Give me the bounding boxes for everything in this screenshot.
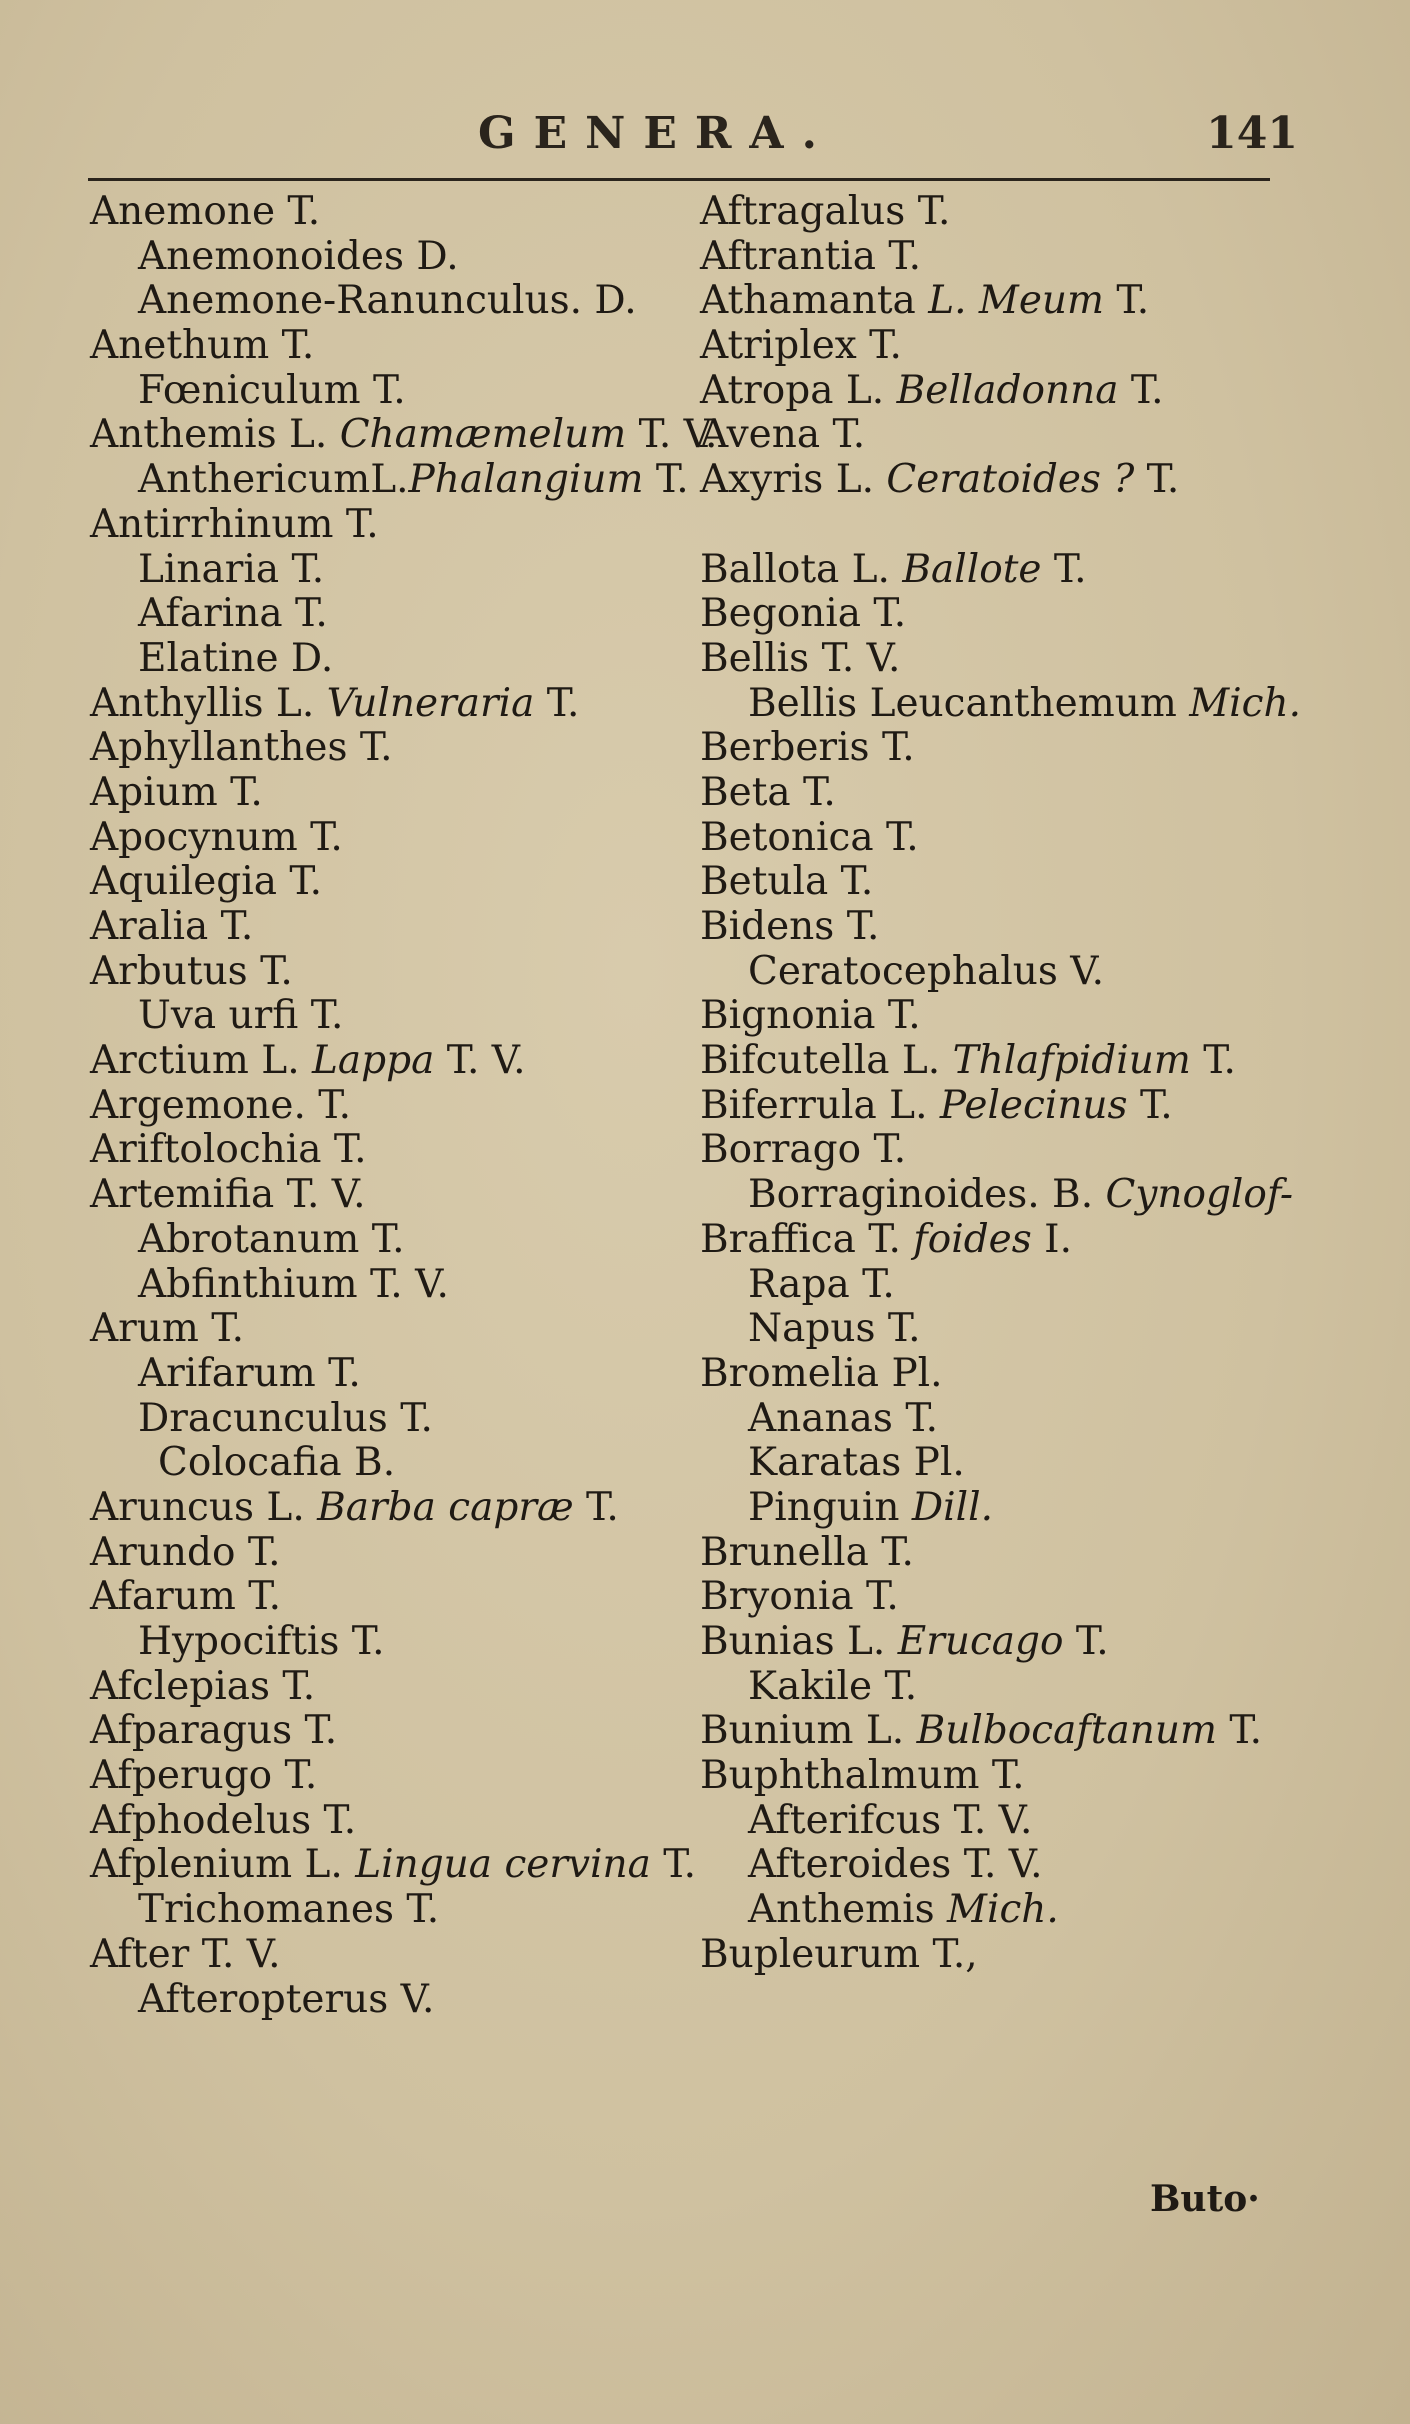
genus-entry xyxy=(90,726,710,771)
genus-entry xyxy=(700,1263,1340,1308)
entry-text: Athamanta xyxy=(700,278,929,324)
entry-text: T. V. xyxy=(626,412,718,458)
italic-synonym: Mich. xyxy=(947,1887,1059,1933)
genus-entry xyxy=(700,1352,1340,1397)
entry-text: Anemonoides D. xyxy=(138,233,459,279)
entry-text: Colocafia B. xyxy=(158,1440,396,1486)
genus-entry xyxy=(90,412,718,458)
italic-synonym: Lingua cervina xyxy=(355,1842,651,1888)
entry-text: AnthericumL. xyxy=(138,457,409,503)
genus-entry xyxy=(700,816,1340,861)
genus-entry xyxy=(700,1575,1340,1620)
genus-entry xyxy=(90,1084,710,1129)
entry-text: Hypociftis T. xyxy=(138,1619,385,1664)
genus-entry xyxy=(700,1709,1340,1754)
entry-text: Aralia T. xyxy=(90,904,254,949)
genus-entry xyxy=(700,1799,1340,1844)
entry-text: Afphodelus T. xyxy=(90,1797,357,1843)
genus-entry xyxy=(700,592,1340,637)
entry-text: Pinguin xyxy=(748,1484,912,1530)
genus-entry xyxy=(90,1486,710,1531)
entry-text: Afperugo T. xyxy=(90,1753,318,1799)
entry-text: Abrotanum T. xyxy=(138,1216,405,1262)
entry-text: Bunias L. xyxy=(700,1619,898,1664)
genus-entry xyxy=(700,950,1340,995)
genus-entry xyxy=(700,1173,1340,1218)
entry-text: Rapa T. xyxy=(748,1261,895,1307)
entry-text: Artemifia T. V. xyxy=(90,1172,366,1218)
genus-entry xyxy=(90,190,710,235)
genus-entry xyxy=(700,1039,1340,1084)
italic-synonym: Bulbocaftanum xyxy=(916,1708,1217,1754)
entry-text: Bignonia T. xyxy=(700,993,921,1039)
genus-entry xyxy=(700,1531,1340,1576)
entry-text: Anthemis L. xyxy=(90,412,340,458)
genus-entry xyxy=(700,324,1340,369)
entry-text: Borrago T. xyxy=(700,1127,907,1173)
entry-text: Elatine D. xyxy=(138,635,334,681)
entry-text: T. xyxy=(1118,367,1164,413)
genus-entry xyxy=(90,503,710,548)
genus-entry xyxy=(700,1754,1340,1799)
genus-entry xyxy=(700,279,1340,324)
entry-text: Anthemis xyxy=(748,1887,948,1933)
entry-text: Anemone T. xyxy=(90,189,321,234)
entry-text: Abfinthium T. V. xyxy=(138,1261,449,1307)
italic-synonym: Thlafpidium xyxy=(952,1038,1191,1084)
genus-entry xyxy=(90,1843,710,1888)
entry-text: Argemone. T. xyxy=(90,1082,351,1128)
genus-entry xyxy=(90,816,710,861)
genus-entry xyxy=(90,1173,710,1218)
entry-text: Betonica T. xyxy=(700,814,919,860)
entry-text: Aquilegia T. xyxy=(90,859,323,905)
entry-text: Afarina T. xyxy=(138,591,328,637)
entry-text: Karatas Pl. xyxy=(748,1440,965,1486)
genus-entry xyxy=(700,1933,1340,1978)
genus-entry xyxy=(90,1888,710,1933)
entry-text: Braffica T. xyxy=(700,1216,901,1262)
genus-entry xyxy=(90,1039,710,1084)
genus-entry xyxy=(700,1397,1340,1442)
genus-entry xyxy=(90,1754,710,1799)
entry-text: Ariftolochia T. xyxy=(90,1127,367,1173)
genus-entry xyxy=(700,905,1340,950)
entry-text: T. xyxy=(573,1484,619,1530)
genus-entry xyxy=(90,1352,710,1397)
entry-text: Ceratocephalus V. xyxy=(748,948,1104,994)
genus-entry xyxy=(700,1665,1340,1710)
entry-text: Afarum T. xyxy=(90,1574,281,1620)
genus-entry xyxy=(90,235,710,280)
genus-entry xyxy=(90,1218,710,1263)
italic-synonym: Pelecinus xyxy=(939,1082,1128,1128)
genus-entry xyxy=(700,1307,1340,1352)
entry-text: Axyris L. xyxy=(700,457,887,503)
genus-entry xyxy=(90,994,710,1039)
section-gap xyxy=(700,503,1340,548)
genus-entry xyxy=(90,1709,710,1754)
genus-entry xyxy=(90,369,710,414)
genus-entry xyxy=(700,1218,1340,1263)
entry-text: Anethum T. xyxy=(90,323,315,369)
genus-entry xyxy=(90,950,710,995)
italic-synonym: Lappa xyxy=(311,1038,435,1084)
genus-entry xyxy=(90,1441,710,1486)
italic-synonym: Ceratoides ? xyxy=(886,457,1135,503)
page-number: 141 xyxy=(1206,108,1298,159)
entry-text: Afterifcus T. V. xyxy=(748,1797,1033,1843)
page-header xyxy=(0,108,1410,168)
entry-text: Bryonia T. xyxy=(700,1574,899,1620)
genus-entry xyxy=(700,771,1340,816)
italic-synonym: Mich. xyxy=(1189,680,1301,726)
genus-entry xyxy=(90,905,710,950)
genus-entry xyxy=(700,1843,1340,1888)
genus-entry xyxy=(90,1620,710,1665)
italic-synonym: Vulneraria xyxy=(326,680,535,726)
italic-synonym: L. Meum xyxy=(928,278,1105,324)
entry-text: Uva urfi T. xyxy=(138,993,344,1039)
genus-entry xyxy=(90,279,710,324)
entry-text: Napus T. xyxy=(748,1306,921,1352)
entry-text: Aftrantia T. xyxy=(700,233,922,279)
left-column xyxy=(90,189,718,2022)
entry-text: Borraginoides. B. xyxy=(748,1172,1106,1218)
entry-text: After T. V. xyxy=(90,1931,281,1977)
entry-text: T. xyxy=(534,680,580,726)
italic-synonym: Erucago xyxy=(897,1619,1064,1664)
entry-text: Bifcutella L. xyxy=(700,1038,953,1084)
genus-entry xyxy=(700,860,1340,905)
genus-entry xyxy=(700,1486,1340,1531)
entry-text: Afplenium L. xyxy=(90,1842,356,1888)
entry-text: Aruncus L. xyxy=(90,1484,318,1530)
entry-text: Ballota L. xyxy=(700,546,903,592)
entry-text: Berberis T. xyxy=(700,725,915,771)
entry-text: Anemone-Ranunculus. D. xyxy=(138,278,637,324)
genus-entry xyxy=(700,458,1340,503)
genus-entry xyxy=(700,235,1340,280)
genus-entry xyxy=(700,1620,1340,1665)
entry-text: Dracunculus T. xyxy=(138,1395,433,1441)
entry-text: Beta T. xyxy=(700,769,836,815)
entry-text: T. xyxy=(643,457,689,503)
entry-text: Bupleurum T., xyxy=(700,1931,978,1977)
genus-entry xyxy=(90,1665,710,1710)
genus-entry xyxy=(90,682,710,727)
genus-entry xyxy=(700,994,1340,1039)
genus-entry xyxy=(700,682,1340,727)
entry-text: T. xyxy=(1190,1038,1236,1084)
entry-text: Atropa L. xyxy=(700,367,897,413)
entry-text: Arctium L. xyxy=(90,1038,312,1084)
entry-text: Atriplex T. xyxy=(700,323,902,369)
entry-text: T. xyxy=(1063,1619,1109,1664)
entry-text: Bromelia Pl. xyxy=(700,1350,943,1396)
genus-entry xyxy=(90,1575,710,1620)
genus-entry xyxy=(700,369,1340,414)
entry-text: Apium T. xyxy=(90,769,263,815)
entry-text: Arundo T. xyxy=(90,1529,281,1575)
genus-entry xyxy=(700,1888,1340,1933)
entry-text: Bidens T. xyxy=(700,904,880,949)
genus-entry xyxy=(700,1128,1340,1173)
genus-entry xyxy=(90,1531,710,1576)
entry-text: Afteroides T. V. xyxy=(748,1842,1043,1888)
genus-entry xyxy=(90,548,710,593)
catchword: Buto· xyxy=(1150,2178,1260,2220)
entry-text: Linaria T. xyxy=(138,546,325,592)
header-rule xyxy=(88,178,1270,181)
entry-text: Arbutus T. xyxy=(90,948,293,994)
genus-entry xyxy=(90,1933,710,1978)
genus-entry xyxy=(700,413,1340,458)
italic-synonym: Cynoglof- xyxy=(1105,1172,1294,1218)
entry-text: Fœniculum T. xyxy=(138,367,406,413)
genus-entry xyxy=(700,190,1340,235)
genus-entry xyxy=(700,1441,1340,1486)
genus-entry xyxy=(90,637,710,682)
genus-entry xyxy=(90,1799,710,1844)
genus-entry xyxy=(90,458,710,503)
entry-text: Afclepias T. xyxy=(90,1663,316,1709)
genus-entry xyxy=(700,726,1340,771)
genus-entry xyxy=(90,592,710,637)
genus-entry xyxy=(90,771,710,816)
entry-text: T. xyxy=(650,1842,696,1888)
entry-text: Arifarum T. xyxy=(138,1350,361,1396)
entry-text: Avena T. xyxy=(700,412,866,458)
genus-entry xyxy=(700,637,1340,682)
genus-entry xyxy=(700,1084,1340,1129)
entry-text: Kakile T. xyxy=(748,1663,918,1709)
italic-synonym: Dill. xyxy=(911,1484,993,1530)
entry-text: T. xyxy=(1041,546,1087,592)
entry-text: Ananas T. xyxy=(748,1395,938,1441)
entry-text: Biferrula L. xyxy=(700,1082,940,1128)
entry-text: T. V. xyxy=(434,1038,526,1084)
entry-text: T. xyxy=(1127,1082,1173,1128)
entry-text: Trichomanes T. xyxy=(138,1887,440,1933)
genus-entry xyxy=(90,1128,710,1173)
genus-entry xyxy=(90,1397,710,1442)
italic-synonym: Ballote xyxy=(902,546,1042,592)
entry-text: Buphthalmum T. xyxy=(700,1753,1025,1799)
genus-entry xyxy=(90,1978,710,2023)
genus-entry xyxy=(90,860,710,905)
genus-entry xyxy=(90,1263,710,1308)
italic-synonym: Chamæmelum xyxy=(339,412,627,458)
entry-text: Afteropterus V. xyxy=(138,1976,435,2022)
entry-text: Antirrhinum T. xyxy=(90,501,379,547)
genus-entry xyxy=(90,324,710,369)
entry-text: T. xyxy=(1134,457,1180,503)
entry-text: Arum T. xyxy=(90,1306,244,1352)
italic-synonym: Phalangium xyxy=(408,457,644,503)
right-column xyxy=(700,190,1340,1978)
entry-text: Betula T. xyxy=(700,859,874,905)
italic-synonym: Belladonna xyxy=(896,367,1119,413)
italic-synonym: Barba capræ xyxy=(317,1484,574,1530)
entry-text: Aphyllanthes T. xyxy=(90,725,393,771)
entry-text: Aftragalus T. xyxy=(700,189,951,234)
entry-text: Bellis T. V. xyxy=(700,635,901,681)
entry-text: Afparagus T. xyxy=(90,1708,338,1754)
entry-text: Apocynum T. xyxy=(90,814,343,860)
entry-text: T. xyxy=(1104,278,1150,324)
entry-text: I. xyxy=(1031,1216,1072,1262)
entry-text: Begonia T. xyxy=(700,591,907,637)
running-title: GENERA. xyxy=(478,108,835,159)
entry-text: Bellis Leucanthemum xyxy=(748,680,1190,726)
entry-text: T. xyxy=(1216,1708,1263,1754)
entry-text: Bunium L. xyxy=(700,1708,917,1754)
entry-text: Brunella T. xyxy=(700,1529,914,1575)
genus-entry xyxy=(700,548,1340,593)
entry-text: Anthyllis L. xyxy=(90,680,327,726)
genus-entry xyxy=(90,1307,710,1352)
italic-synonym: foides xyxy=(900,1216,1032,1262)
